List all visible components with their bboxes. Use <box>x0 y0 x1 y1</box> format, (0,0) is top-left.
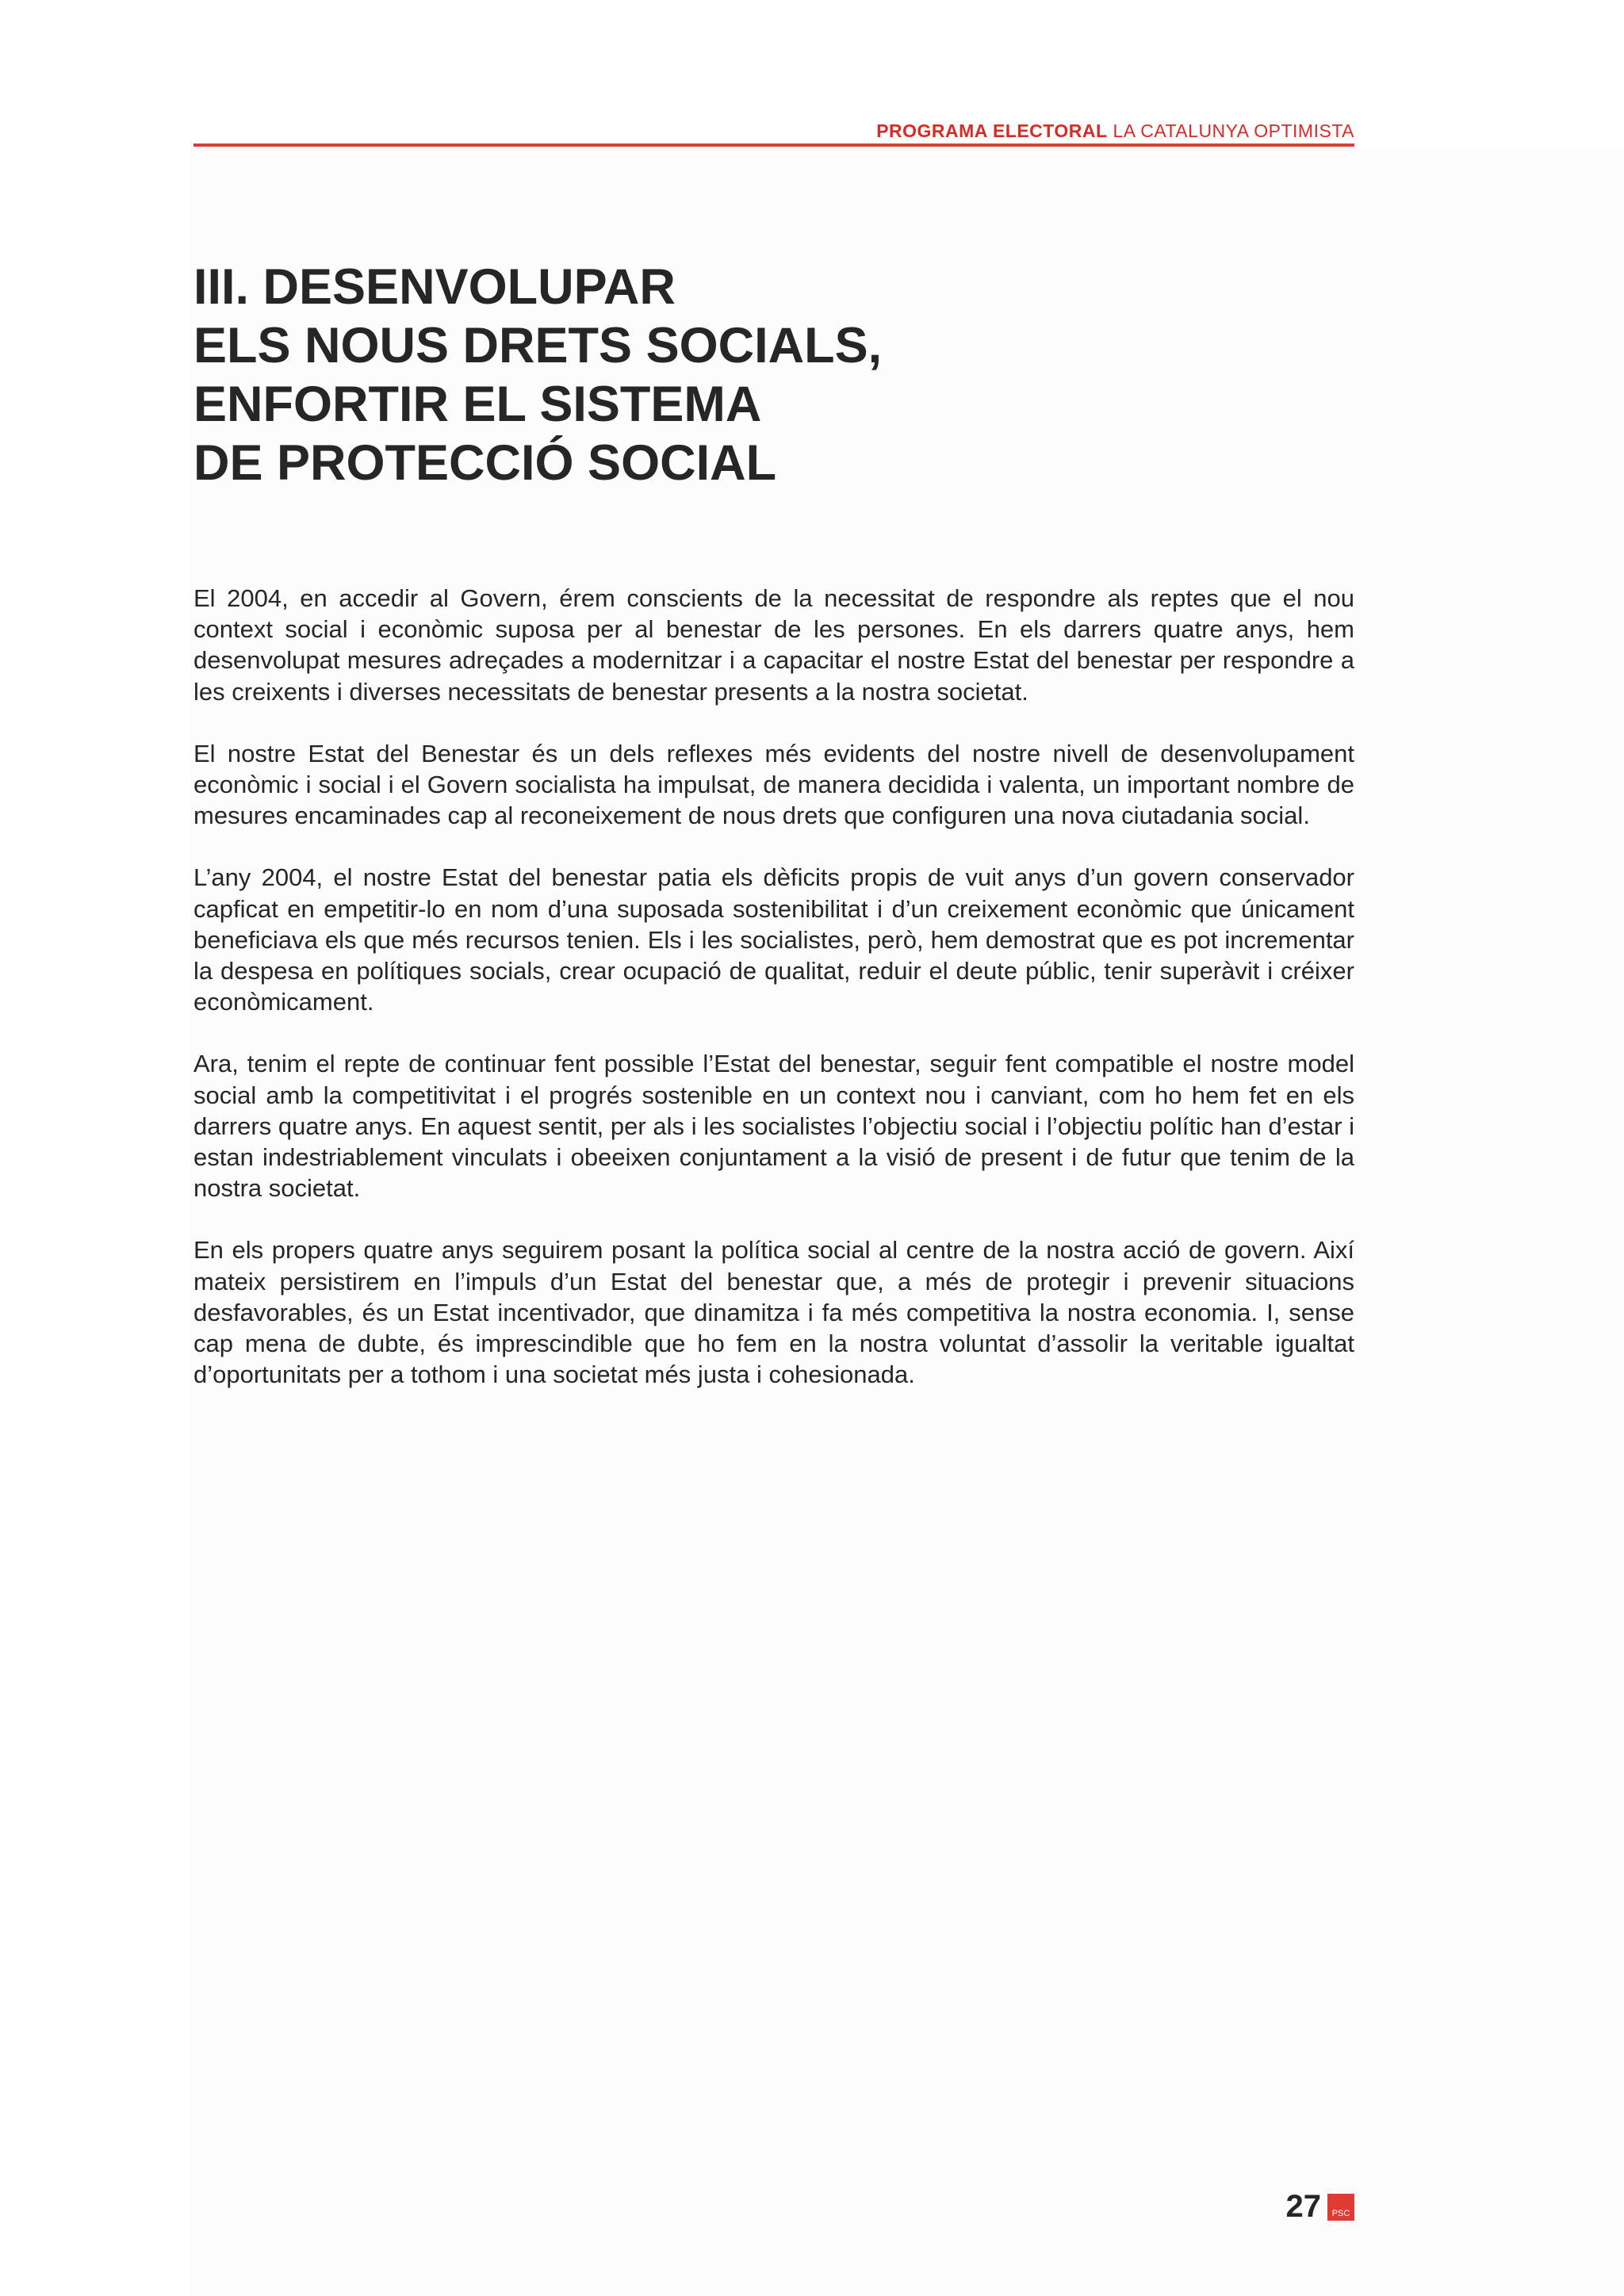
psc-logo-icon <box>1327 2194 1354 2221</box>
body-paragraph: El nostre Estat del Benestar és un dels reflexes més evidents del nostre nivell de desenvolupament econòmic i social i el Govern socialista ha impulsat, de manera decidida i valenta, un important nombre de mesures encaminades cap al reconeixement de nous drets que configuren una nova ciutadania social. <box>193 739 1354 830</box>
section-title-line: ENFORTIR EL SISTEMA <box>193 377 762 432</box>
page-footer <box>1237 2188 1354 2225</box>
section-title-line: ELS NOUS DRETS SOCIALS, <box>193 318 883 373</box>
running-header <box>193 119 1354 143</box>
running-header-program-label: PROGRAMA ELECTORAL <box>876 121 1108 141</box>
body-paragraph: El 2004, en accedir al Govern, érem conscients de la necessitat de respondre als reptes que el nou context social i econòmic suposa per al benestar de les persones. En els darrers quatre anys, hem desenvolupat mesures adreçades a modernitzar i a capacitar el nostre Estat del benestar per respondre a les creixents i diverses necessitats de benestar presents a la nostra societat. <box>193 584 1354 706</box>
running-header-program-title: LA CATALUNYA OPTIMISTA <box>1107 121 1354 141</box>
body-text <box>193 583 1354 1421</box>
body-paragraph: Ara, tenim el repte de continuar fent possible l’Estat del benestar, seguir fent compatible el nostre model social amb la competitivitat i el progrés sostenible en un context nou i canviant, com ho hem fet en els darrers quatre anys. En aquest sentit, per als i les socialistes l’objectiu social i l’objectiu polític han d’estar i estan indestriablement vinculats i obeeixen conjuntament a la visió de present i de futur que tenim de la nostra societat. <box>193 1050 1354 1203</box>
section-title-line: DE PROTECCIÓ SOCIAL <box>193 435 777 491</box>
psc-logo-text: PSC <box>1331 2209 1350 2218</box>
section-title-line: III. DESENVOLUPAR <box>193 259 676 315</box>
section-title <box>193 258 882 492</box>
page-number: 27 <box>1285 2189 1321 2224</box>
body-paragraph: L’any 2004, el nostre Estat del benestar patia els dèficits propis de vuit anys d’un govern conservador capficat en empetitir-lo en nom d’una suposada sostenibilitat i d’un creixement econòmic que únicament beneficiava els que més recursos tenien. Els i les socialistes, però, hem demostrat que es pot incrementar la despesa en polítiques socials, crear ocupació de qualitat, reduir el deute públic, tenir superàvit i créixer econòmicament. <box>193 863 1354 1016</box>
header-rule <box>193 144 1354 147</box>
body-paragraph: En els propers quatre anys seguirem posant la política social al centre de la nostra acció de govern. Així mateix persistirem en l’impuls d’un Estat del benestar que, a més de protegir i prevenir situacions desfavorables, és un Estat incentivador, que dinamitza i fa més competitiva la nostra economia. I, sense cap mena de dubte, és imprescindible que ho fem en la nostra voluntat d’assolir la veritable igualtat d’oportunitats per a tothom i una societat més justa i cohesionada. <box>193 1236 1354 1389</box>
